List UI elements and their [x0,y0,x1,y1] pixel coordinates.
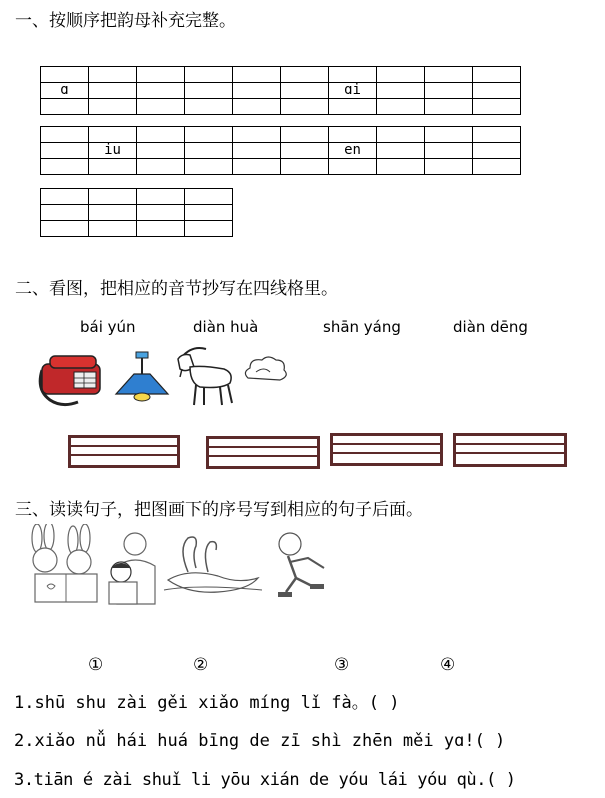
grid-cell[interactable] [377,143,425,159]
section2-heading: 二、看图，把相应的音节抄写在四线格里。 [15,279,338,299]
writing-box-1[interactable] [68,435,180,468]
four-line-grid-1 [40,66,521,115]
grid-cell[interactable]: ɑ [41,83,89,99]
grid-cell[interactable] [185,205,233,221]
cloud-icon [240,352,290,386]
grid-cell[interactable] [89,83,137,99]
picture-number-1: ① [88,655,104,675]
pinyin-shan-yang: shān yáng [323,318,401,336]
grid-cell[interactable] [281,143,329,159]
grid-cell[interactable]: en [329,143,377,159]
grid-cell[interactable] [137,205,185,221]
grid-cell[interactable] [425,83,473,99]
section1-heading: 一、按顺序把韵母补充完整。 [15,11,236,31]
grid-cell[interactable] [89,205,137,221]
grid-cell[interactable] [281,83,329,99]
four-line-grid-2 [40,126,521,175]
grid-cell[interactable]: iu [89,143,137,159]
grid-cell[interactable] [137,143,185,159]
grid-cell[interactable] [41,143,89,159]
writing-box-3[interactable] [330,433,443,466]
rabbits-reading-icon [25,524,105,606]
pinyin-dian-deng: diàn dēng [453,318,528,336]
grid-cell[interactable] [233,143,281,159]
writing-box-4[interactable] [453,433,567,467]
section3-heading: 三、读读句子，把图画下的序号写到相应的句子后面。 [15,500,423,520]
goat-icon [172,345,238,409]
grid-cell[interactable] [425,143,473,159]
picture-number-3: ③ [334,655,350,675]
writing-box-2[interactable] [206,436,320,469]
telephone-icon [32,350,112,410]
grid-cell[interactable] [473,83,521,99]
skater-icon [268,528,336,606]
swans-icon [158,528,268,598]
lamp-icon [112,350,172,406]
grid-cell[interactable] [41,205,89,221]
picture-number-4: ④ [440,655,456,675]
grid-cell[interactable] [233,83,281,99]
sentence-2: 2.xiǎo nǚ hái huá bīng de zī shì zhēn měi yɑ!( ) [14,731,506,751]
picture-number-2: ② [193,655,209,675]
four-line-grid-3 [40,188,233,237]
grid-cell[interactable]: ɑi [329,83,377,99]
grid-cell[interactable] [473,143,521,159]
grid-cell[interactable] [377,83,425,99]
pinyin-bai-yun: bái yún [80,318,136,336]
grid-cell[interactable] [185,83,233,99]
sentence-3: 3.tiān é zài shuǐ li yōu xián de yóu lái yóu qù.( ) [14,770,516,790]
sentence-1: 1.shū shu zài gěi xiǎo míng lǐ fà。( ) [14,693,400,713]
grid-cell[interactable] [137,83,185,99]
pinyin-dian-hua: diàn huà [193,318,259,336]
grid-cell[interactable] [185,143,233,159]
barber-icon [103,526,159,606]
